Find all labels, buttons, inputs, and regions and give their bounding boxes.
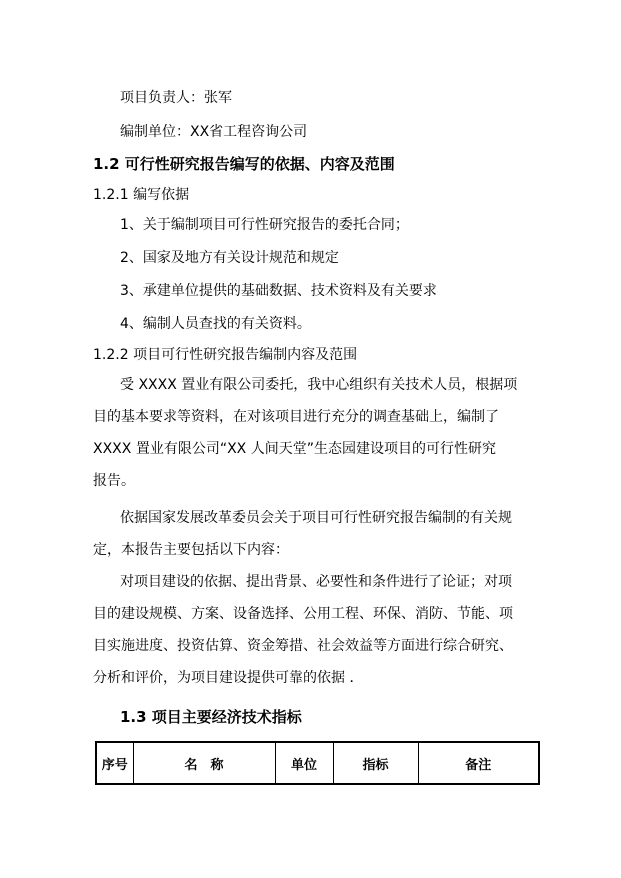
basis-item: 2、国家及地方有关设计规范和规定 (120, 250, 339, 266)
compiler-value: XX省工程咨询公司 (190, 124, 308, 140)
paragraph-line: 报告。 (93, 473, 135, 489)
project-lead-value: 张军 (204, 90, 232, 106)
paragraph-line: 对项目建设的依据、提出背景、必要性和条件进行了论证；对项 (120, 574, 512, 590)
header-indicator: 指标 (333, 742, 418, 784)
paragraph-line: 分析和评价，为项目建设提供可靠的依据 ． (93, 670, 364, 686)
header-remarks: 备注 (418, 742, 539, 784)
compiler-label: 编制单位： (120, 124, 190, 140)
indicator-table (95, 741, 540, 785)
compiler-line (120, 122, 307, 142)
basis-item: 4、编制人员查找的有关资料。 (120, 316, 311, 332)
paragraph-line: 定，本报告主要包括以下内容： (93, 542, 289, 558)
paragraph-line: XXXX 置业有限公司“XX 人间天堂”生态园建设项目的可行性研究 (93, 441, 496, 457)
section-1-2-1-heading: 1.2.1 编写依据 (93, 187, 190, 203)
paragraph-line: 目的建设规模、方案、设备选择、公用工程、环保、消防、节能、项 (93, 606, 513, 622)
table-header-row (96, 742, 539, 784)
header-serial-number: 序号 (96, 742, 133, 784)
basis-item: 1、关于编制项目可行性研究报告的委托合同； (120, 217, 409, 233)
header-unit: 单位 (275, 742, 333, 784)
section-1-3-heading: 1.3 项目主要经济技术指标 (120, 708, 302, 726)
paragraph-line: 目的基本要求等资料，在对该项目进行充分的调查基础上，编制了 (93, 409, 499, 425)
paragraph-line: 目实施进度、投资估算、资金筹措、社会效益等方面进行综合研究、 (93, 638, 513, 654)
paragraph-line: 依据国家发展改革委员会关于项目可行性研究报告编制的有关规 (120, 510, 512, 526)
header-name: 名 称 (133, 742, 275, 784)
project-lead-label: 项目负责人： (120, 90, 204, 106)
project-lead-line (120, 88, 232, 108)
section-1-2-heading: 1.2 可行性研究报告编写的依据、内容及范围 (93, 155, 395, 173)
basis-item: 3、承建单位提供的基础数据、技术资料及有关要求 (120, 283, 437, 299)
paragraph-line: 受 XXXX 置业有限公司委托，我中心组织有关技术人员，根据项 (120, 377, 518, 393)
section-1-2-2-heading: 1.2.2 项目可行性研究报告编制内容及范围 (93, 347, 358, 363)
